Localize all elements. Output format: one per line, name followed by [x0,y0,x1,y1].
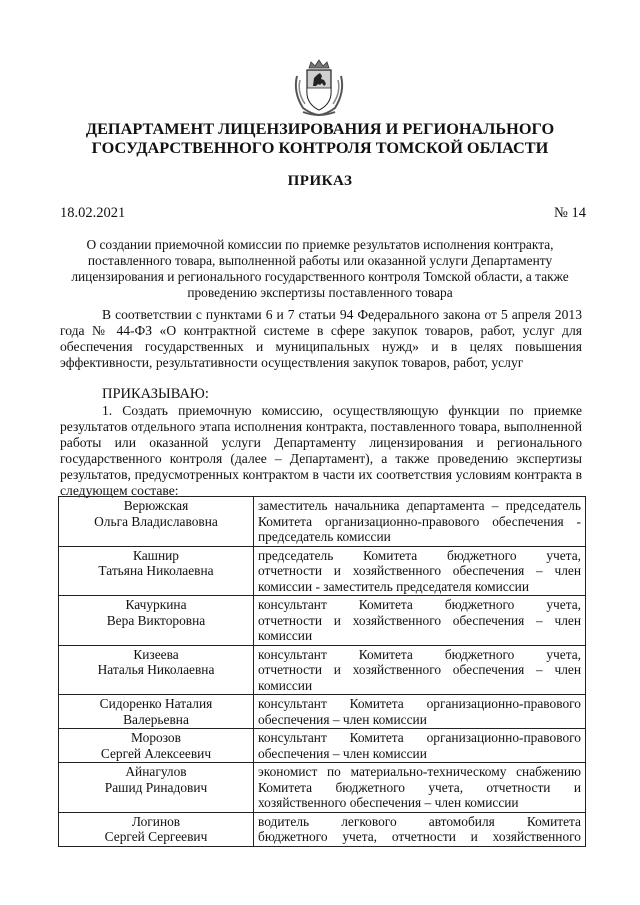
member-role-cell [254,729,586,763]
member-role-line: отчетности и хозяйственного обеспечения – член [258,612,581,628]
item1-line-2: результатов отдельного этапа исполнения контракта, поставленного товара, выполненной [60,419,582,434]
member-role-line: комиссии - заместитель председателя комиссии [258,578,529,594]
member-given-names: Наталья Николаевна [97,662,215,677]
item1-line-5: результатов, предусмотренных контрактом в части их соответствия условиям контракта в [60,467,582,482]
member-role-line: отчетности и хозяйственного обеспечения – член [258,662,581,677]
order-word [60,386,582,402]
member-role-line: комиссии [258,628,313,643]
order-word-text: ПРИКАЗЫВАЮ: [102,386,209,402]
member-given-names: Рашид Ринадович [104,779,208,795]
member-role-line: консультант Комитета бюджетного учета, [258,597,581,612]
member-surname: Верюжская [123,498,189,513]
document-number: № 14 [554,205,586,221]
subject-line-3: лицензирования и регионального государственного контроля Томской области, а также [71,269,569,284]
member-given-names: Ольга Владиславовна [94,513,218,529]
department-line-1: ДЕПАРТАМЕНТ ЛИЦЕНЗИРОВАНИЯ И РЕГИОНАЛЬНОГО [85,119,555,138]
member-role-cell [254,695,586,729]
member-role-line: обеспечения – член комиссии [258,745,427,761]
member-surname: Качуркина [125,597,187,612]
member-role-line: председатель Комитета бюджетного учета, [258,547,581,563]
member-role-cell [254,497,586,547]
member-role-line: Комитета организационно-правового обеспечения - [258,513,581,529]
member-role-cell [254,596,586,646]
member-role-line: Комитета бюджетного учета, отчетности и [258,779,581,795]
member-role-line: хозяйственного обеспечения – член комиссии [258,795,519,810]
member-role-line: отчетности и хозяйственного обеспечения – член [258,563,581,578]
member-surname: Логинов [131,813,181,829]
member-role-line: заместитель начальника департамента – председатель [258,498,581,513]
member-surname: Кашнир [132,547,180,563]
member-given-names: Сергей Алексеевич [100,745,212,761]
table-row [59,763,586,813]
member-name-cell [59,695,254,729]
member-given-names: Валерьевна [123,711,189,727]
document-subject [70,237,570,301]
member-role-cell [254,546,586,596]
member-given-names: Татьяна Николаевна [98,563,214,578]
item1-line-1: 1. Создать приемочную комиссию, осуществляющую функции по приемке [102,403,582,418]
member-name-cell [59,812,254,846]
document-date: 18.02.2021 [60,205,126,221]
table-row [59,596,586,646]
table-row [59,546,586,596]
member-role-line: экономист по материально-техническому снабжению [258,764,581,779]
subject-line-1: О создании приемочной комиссии по приемке результатов исполнения контракта, [86,237,554,252]
member-role-cell [254,763,586,813]
member-given-names: Вера Викторовна [106,612,206,628]
item1-line-4: государственного контроля (далее – Департамент), а также проведению экспертизы [60,451,582,466]
member-surname: Кизеева [133,646,179,662]
item-1-paragraph [60,403,582,499]
member-role-line: консультант Комитета организационно-правового [258,696,581,711]
member-name-cell [59,763,254,813]
commission-table [58,496,586,847]
item1-line-6: следующем составе: [60,483,179,498]
member-role-cell [254,645,586,695]
table-row [59,729,586,763]
member-name-cell [59,596,254,646]
department-name [40,119,600,157]
member-name-cell [59,546,254,596]
item1-line-3: работы или оказанной услуги Департаменту лицензирования и регионального [60,435,582,450]
member-role-line: водитель легкового автомобиля Комитета [258,813,581,829]
member-surname: Айнагулов [125,764,187,779]
member-role-line: комиссии [258,677,313,693]
department-line-2: ГОСУДАРСТВЕННОГО КОНТРОЛЯ ТОМСКОЙ ОБЛАСТИ [91,138,549,157]
table-row [59,497,586,547]
basis-line-2: года № 44-ФЗ «О контрактной системе в сфере закупок товаров, работ, услуг для [60,323,582,338]
subject-line-4: проведению экспертизы поставленного товара [187,285,453,300]
member-role-cell [254,812,586,846]
member-role-line: консультант Комитета организационно-правового [258,730,581,745]
member-role-line: председатель комиссии [258,529,391,544]
member-role-line: консультант Комитета бюджетного учета, [258,646,581,662]
table-row [59,645,586,695]
member-surname: Сидоренко Наталия [99,696,213,711]
document-type: ПРИКАЗ [287,173,353,189]
basis-line-1: В соответствии с пунктами 6 и 7 статьи 94 Федерального закона от 5 апреля 2013 [102,307,582,322]
coat-of-arms-icon [289,58,349,118]
member-role-line: бюджетного учета, отчетности и хозяйственного [258,829,581,844]
member-name-cell [59,645,254,695]
basis-paragraph [60,307,582,371]
member-surname: Морозов [131,730,181,745]
member-name-cell [59,729,254,763]
subject-line-2: поставленного товара, выполненной работы или оказанной услуги Департаменту [87,253,553,268]
basis-line-3: обеспечения государственных и муниципальных нужд» и в целях повышения [60,339,582,354]
table-row [59,812,586,846]
member-role-line: обеспечения – член комиссии [258,711,427,727]
table-row [59,695,586,729]
member-given-names: Сергей Сергеевич [104,829,208,844]
member-name-cell [59,497,254,547]
basis-line-4: эффективности, результативности осуществления закупок товаров, работ, услуг [60,355,524,370]
